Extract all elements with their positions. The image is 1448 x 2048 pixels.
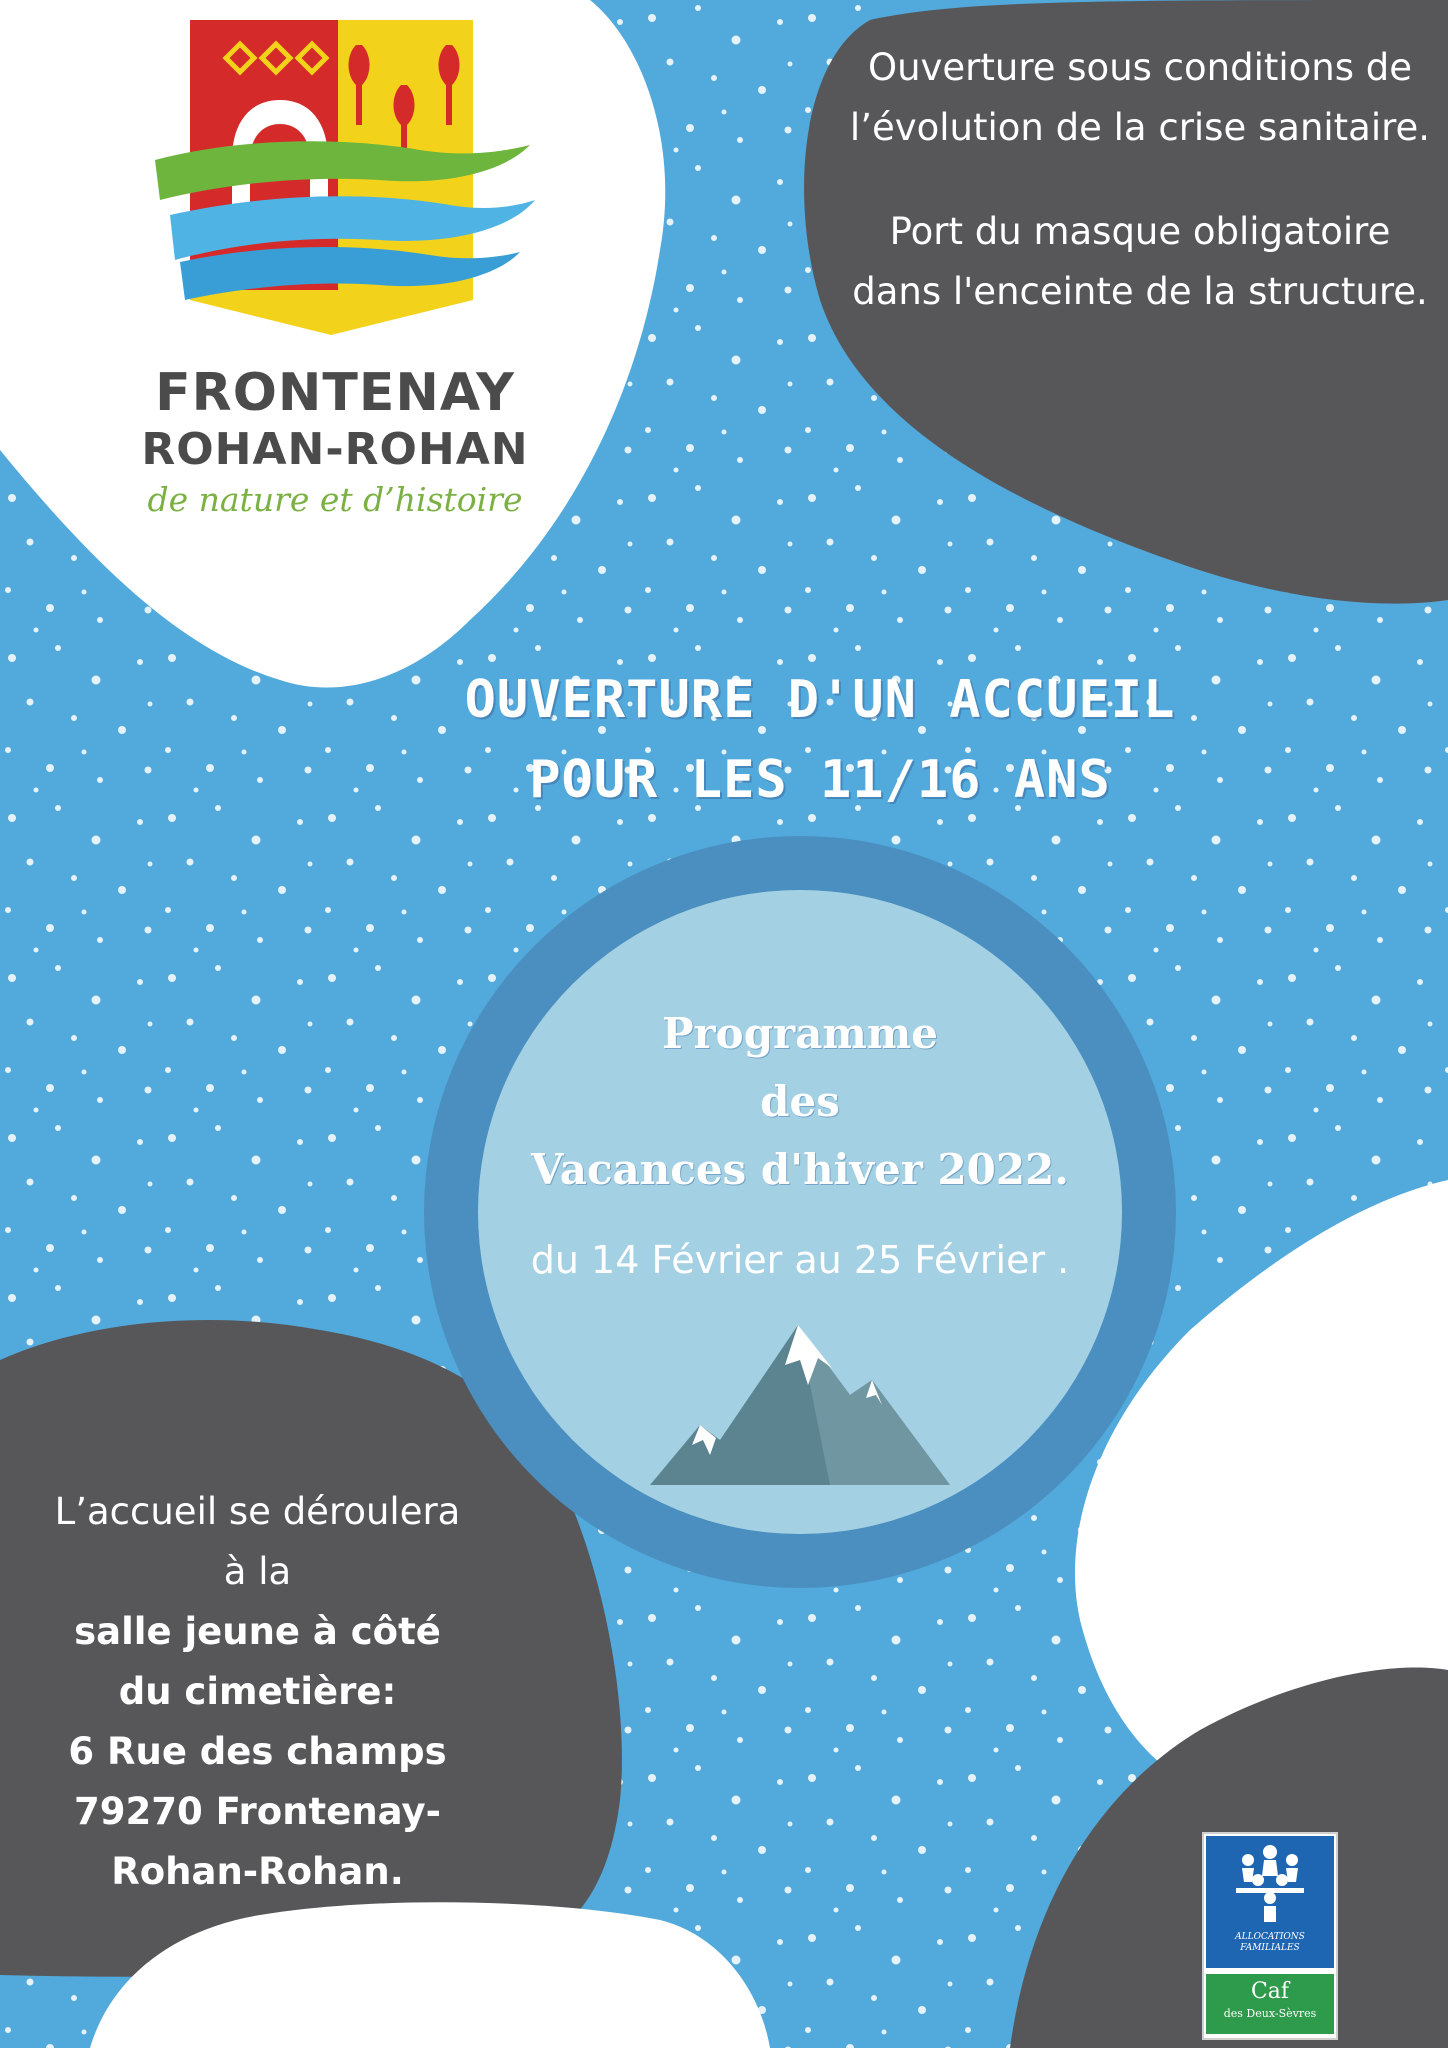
caf-logo-top: [1206, 1836, 1334, 1968]
program-dates: du 14 Février au 25 Février .: [530, 1238, 1070, 1282]
program-line-3: Vacances d'hiver 2022.: [531, 1145, 1069, 1194]
headline: [330, 660, 1310, 820]
headline-line-2: POUR LES 11/16 ANS: [529, 750, 1111, 810]
caf-logo-bottom: [1206, 1974, 1334, 2034]
caf-top-text: ALLOCATIONS FAMILIALES: [1235, 1932, 1305, 1953]
program-line-1: Programme: [661, 1009, 939, 1058]
caf-logo: [1202, 1832, 1338, 2040]
venue-line-2-prefix: à la: [223, 1550, 292, 1593]
caf-region: des Deux-Sèvres: [1223, 2007, 1317, 2020]
logo-tagline: de nature et d’histoire: [147, 480, 523, 519]
sanitary-notice: [840, 38, 1440, 322]
caf-name: Caf: [1250, 1979, 1290, 2004]
logo-line-1: FRONTENAY: [155, 363, 515, 423]
venue-line-6: Rohan-Rohan.: [111, 1850, 404, 1893]
venue-line-3: du cimetière:: [118, 1670, 397, 1713]
venue-line-5: 79270 Frontenay-: [74, 1790, 441, 1833]
town-logo-text: [120, 362, 550, 524]
notice-line-1: Ouverture sous conditions de l’évolution de la crise sanitaire.: [849, 46, 1431, 149]
caf-family-icon: [1206, 1836, 1334, 1932]
program-line-2: des: [760, 1077, 840, 1126]
venue-line-1: L’accueil se déroulera: [54, 1490, 461, 1533]
notice-line-2: Port du masque obligatoire dans l'enceinte de la structure.: [852, 210, 1428, 313]
venue-info: [0, 1482, 515, 1902]
venue-line-2: [0, 1542, 515, 1662]
program-title: [440, 1000, 1160, 1204]
logo-line-2: ROHAN-ROHAN: [141, 424, 529, 475]
venue-line-4: 6 Rue des champs: [68, 1730, 447, 1773]
headline-line-1: OUVERTURE D'UN ACCUEIL: [464, 670, 1176, 730]
venue-line-2-bold: salle jeune à côté: [74, 1610, 441, 1653]
